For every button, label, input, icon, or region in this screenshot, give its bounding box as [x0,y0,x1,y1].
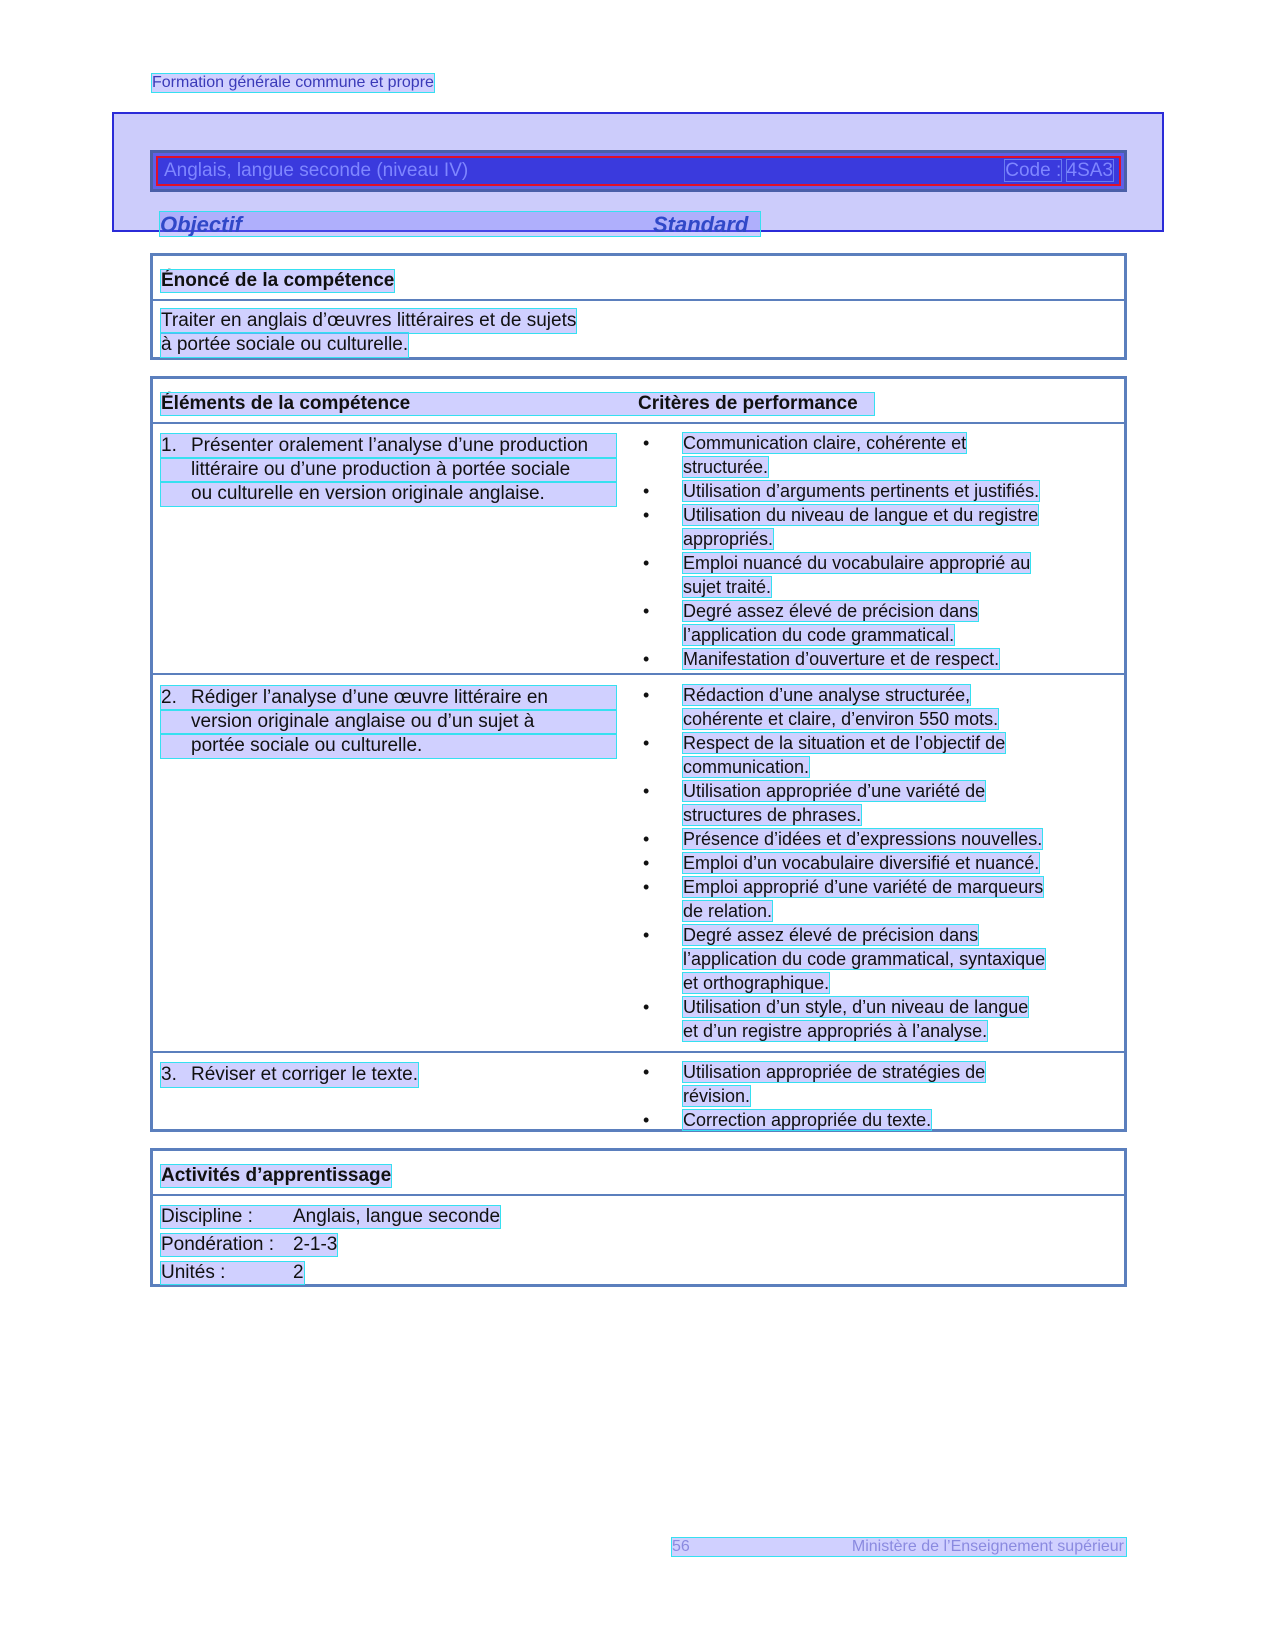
course-title-bar [150,150,1127,192]
bullet-icon: • [643,877,650,897]
enonce-line: Traiter en anglais d’œuvres littéraires et de sujets [161,310,577,331]
activity-row-ponderation [161,1234,337,1256]
criterion-line: Emploi nuancé du vocabulaire approprié au [683,553,1031,573]
page-number: 56 [672,1538,690,1555]
bullet-icon: • [643,781,650,801]
bullet-icon: • [643,481,650,501]
enonce-text [161,309,576,357]
criterion [643,731,1103,779]
criterion-line: structures de phrases. [683,805,862,825]
criterion-line: Correction appropriée du texte. [683,1110,932,1130]
criterion-line: Emploi approprié d’une variété de marqueurs [683,877,1044,897]
bullet-icon: • [643,433,650,453]
element-line: Présenter oralement l’analyse d’une production [161,434,616,458]
criterion-line: Emploi d’un vocabulaire diversifié et nuancé. [683,853,1040,873]
criterion-line: Utilisation appropriée d’une variété de [683,781,986,801]
criterion [643,647,1103,671]
divider [153,673,1124,675]
course-code: 4SA3 [1066,160,1113,181]
course-code-label: Code : [1005,160,1062,181]
criterion-line: révision. [683,1086,751,1106]
bullet-icon: • [643,829,650,849]
bullet-icon: • [643,733,650,753]
element-line: ou culturelle en version originale anglaise. [161,482,616,506]
standard-label: Standard [653,212,749,237]
divider [153,1194,1124,1196]
criterion [643,551,1103,599]
elements-header-row [161,393,874,415]
criterion-line: Communication claire, cohérente et [683,433,967,453]
page-footer [672,1538,1126,1556]
enonce-box [150,253,1127,360]
divider [153,299,1124,301]
criterion-line: appropriés. [683,529,774,549]
criterion-line: l’application du code grammatical, syntaxique [683,949,1046,969]
divider [153,1051,1124,1053]
activity-row-discipline [161,1206,500,1228]
enonce-heading: Énoncé de la compétence [161,270,395,291]
activities-box [150,1148,1127,1287]
criterion-line: et d’un registre appropriés à l’analyse. [683,1021,988,1041]
criterion-line: Présence d’idées et d’expressions nouvelles. [683,829,1043,849]
element-line: Rédiger l’analyse d’une œuvre littéraire en [161,686,616,710]
activities-heading: Activités d’apprentissage [161,1165,392,1186]
running-header: Formation générale commune et propre [152,74,434,91]
criterion-line: Utilisation d’arguments pertinents et justifiés. [683,481,1040,501]
bullet-icon: • [643,1110,650,1130]
bullet-icon: • [643,553,650,573]
criterion [643,923,1103,995]
elements-heading: Éléments de la compétence [161,393,411,414]
criterion [643,851,1103,875]
bullet-icon: • [643,997,650,1017]
activity-value: 2-1-3 [293,1234,338,1255]
elements-box [150,376,1127,1132]
criterion-line: Utilisation appropriée de stratégies de [683,1062,986,1082]
criteria-list-2 [643,683,1103,1043]
criterion [643,479,1103,503]
criterion-line: communication. [683,757,810,777]
criteria-heading: Critères de performance [638,393,858,414]
criterion-line: de relation. [683,901,773,921]
element-number: 3. [161,1064,177,1085]
activity-key: Discipline : [161,1206,253,1227]
criterion [643,827,1103,851]
criterion-line: Utilisation d’un style, d’un niveau de langue [683,997,1029,1017]
enonce-line: à portée sociale ou culturelle. [161,334,409,355]
element-number: 2. [161,687,177,708]
criterion [643,1108,1103,1132]
bullet-icon: • [643,601,650,621]
criterion [643,431,1103,479]
bullet-icon: • [643,685,650,705]
criterion-line: Degré assez élevé de précision dans [683,601,979,621]
element-line: Réviser et corriger le texte. [161,1063,418,1087]
element-2 [161,686,616,758]
criterion-line: Manifestation d’ouverture et de respect. [683,649,1000,669]
activity-row-unites [161,1262,304,1284]
criterion [643,875,1103,923]
activity-value: Anglais, langue seconde [293,1206,501,1227]
activity-key: Unités : [161,1262,226,1283]
criterion [643,503,1103,551]
activity-value: 2 [293,1262,304,1283]
criterion-line: et orthographique. [683,973,830,993]
criterion-line: cohérente et claire, d’environ 550 mots. [683,709,999,729]
element-line: version originale anglaise ou d’un sujet à [161,710,616,734]
criterion [643,995,1103,1043]
objective-standard-row [160,212,760,236]
criterion-line: Degré assez élevé de précision dans [683,925,979,945]
criterion-line: Respect de la situation et de l’objectif de [683,733,1006,753]
criterion [643,1060,1103,1108]
criterion-line: structurée. [683,457,769,477]
objective-label: Objectif [160,212,242,237]
criterion-line: Rédaction d’une analyse structurée, [683,685,971,705]
element-3 [161,1063,616,1087]
criterion-line: Utilisation du niveau de langue et du registre [683,505,1039,525]
element-line: littéraire ou d’une production à portée sociale [161,458,616,482]
bullet-icon: • [643,649,650,669]
element-1 [161,434,616,506]
course-title: Anglais, langue seconde (niveau IV) [164,160,469,181]
bullet-icon: • [643,925,650,945]
bullet-icon: • [643,1062,650,1082]
element-number: 1. [161,435,177,456]
criterion [643,683,1103,731]
activity-key: Pondération : [161,1234,275,1255]
criteria-list-3 [643,1060,1103,1132]
bullet-icon: • [643,853,650,873]
divider [153,422,1124,424]
criterion-line: sujet traité. [683,577,772,597]
criterion [643,599,1103,647]
footer-ministry: Ministère de l’Enseignement supérieur [851,1538,1124,1555]
criterion [643,779,1103,827]
criteria-list-1 [643,431,1103,671]
course-code-group [1005,160,1113,182]
bullet-icon: • [643,505,650,525]
criterion-line: l’application du code grammatical. [683,625,955,645]
element-line: portée sociale ou culturelle. [161,734,616,758]
